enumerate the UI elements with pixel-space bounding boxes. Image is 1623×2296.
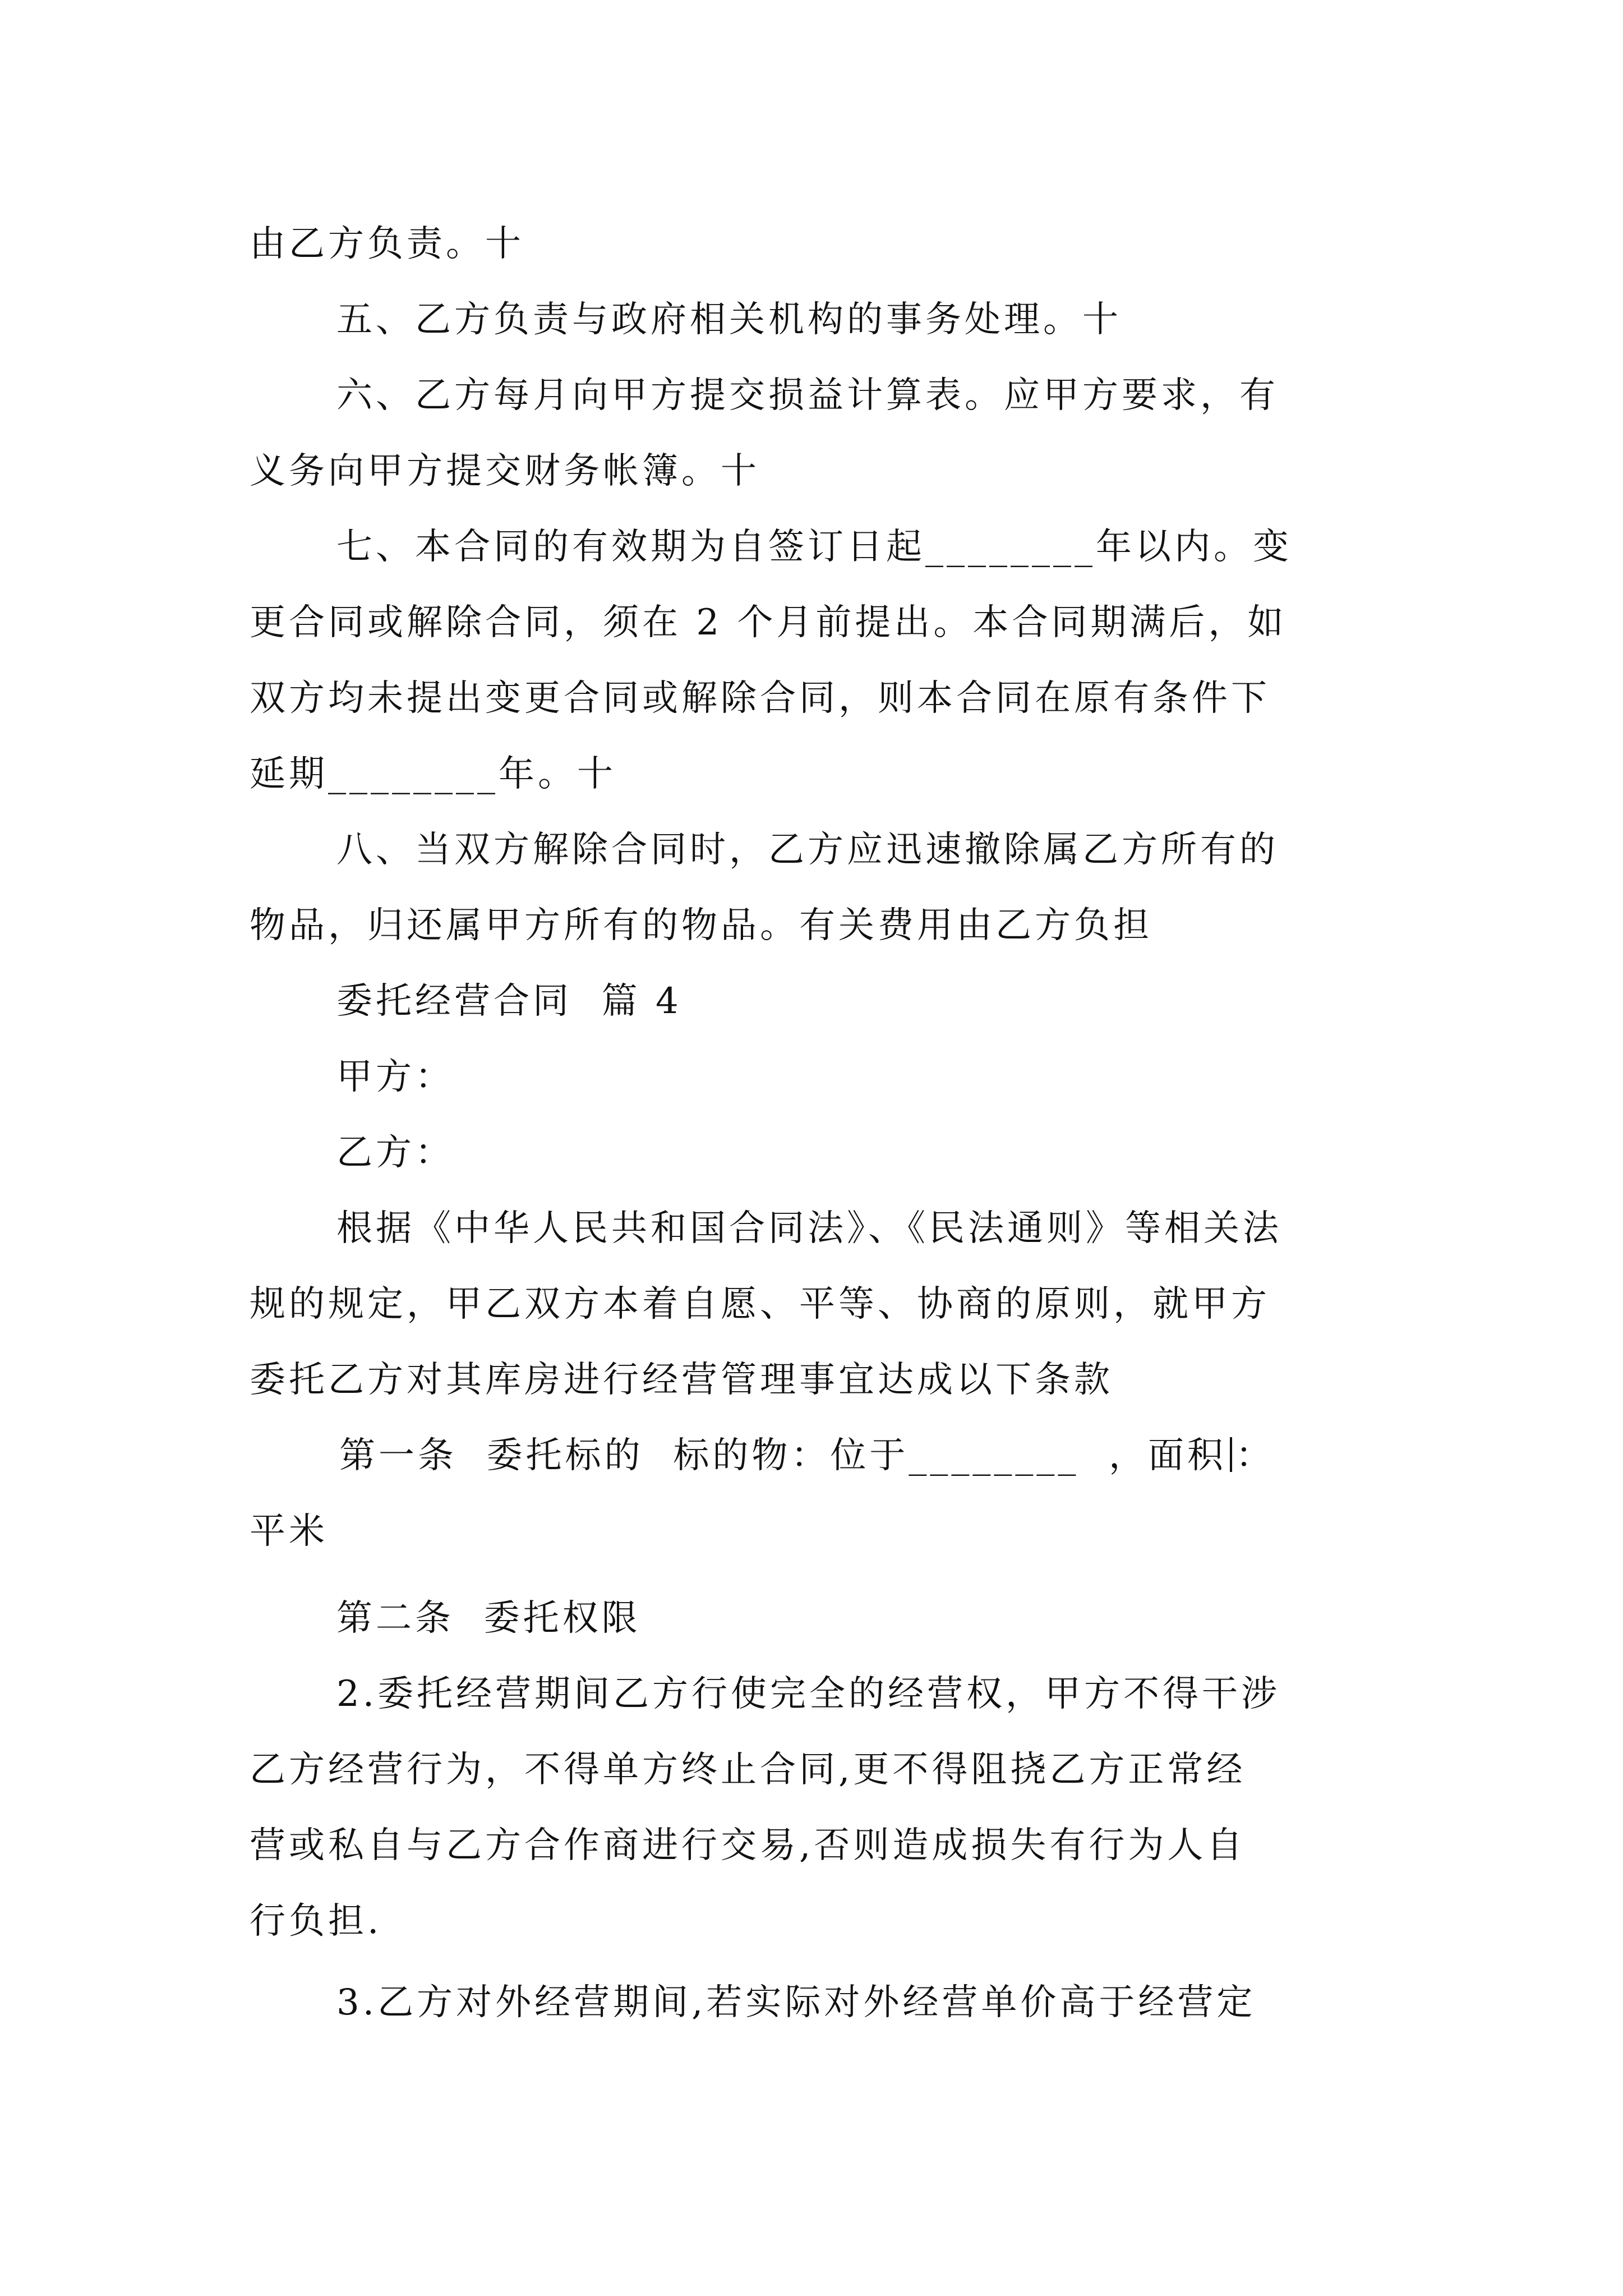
text-line: 义务向甲方提交财务帐簿。十	[250, 450, 760, 492]
text-line: 乙方经营行为，不得单方终止合同,更不得阻挠乙方正常经	[250, 1749, 1246, 1791]
text-segment: ：	[1235, 1435, 1275, 1476]
text-line: 由乙方负责。十	[250, 223, 524, 265]
text-line: 行负担.	[250, 1901, 382, 1942]
text-line: 第二条 委托权限	[336, 1598, 641, 1639]
text-line: 根据《中华人民共和国合同法》、《民法通则》等相关法	[336, 1208, 1282, 1249]
text-line: 双方均未提出变更合同或解除合同，则本合同在原有条件下	[250, 678, 1270, 719]
text-line: 营或私自与乙方合作商进行交易,否则造成损失有行为人自	[250, 1825, 1246, 1866]
text-line: 七、本合同的有效期为自签订日起________年以内。变	[336, 526, 1292, 568]
text-line: 规的规定，甲乙双方本着自愿、平等、协商的原则，就甲方	[250, 1283, 1270, 1325]
text-line: 委托乙方对其库房进行经营管理事宜达成以下条款	[250, 1359, 1113, 1401]
text-line: 3.乙方对外经营期间,若实际对外经营单价高于经营定	[336, 1982, 1256, 2023]
text-cursor	[1230, 1437, 1232, 1472]
party-b-label: 乙方：	[336, 1132, 454, 1174]
text-line	[339, 1433, 1275, 1478]
text-line: 五、乙方负责与政府相关机构的事务处理。十	[336, 299, 1122, 341]
text-line: 物品，归还属甲方所有的物品。有关费用由乙方负担	[250, 905, 1152, 946]
party-a-label: 甲方：	[336, 1056, 454, 1098]
text-line: 更合同或解除合同，须在 2 个月前提出。本合同期满后，如	[250, 602, 1287, 643]
text-line: 延期________年。十	[250, 753, 616, 795]
section-heading: 委托经营合同 篇 4	[336, 981, 682, 1022]
text-segment: 第一条 委托标的 标的物：位于________ ，面积	[339, 1435, 1227, 1476]
text-line: 2.委托经营期间乙方行使完全的经营权，甲方不得干涉	[336, 1673, 1281, 1715]
text-line: 六、乙方每月向甲方提交损益计算表。应甲方要求，有	[336, 375, 1279, 416]
text-line: 八、当双方解除合同时，乙方应迅速撤除属乙方所有的	[336, 829, 1279, 871]
text-line: 平米	[250, 1511, 328, 1552]
